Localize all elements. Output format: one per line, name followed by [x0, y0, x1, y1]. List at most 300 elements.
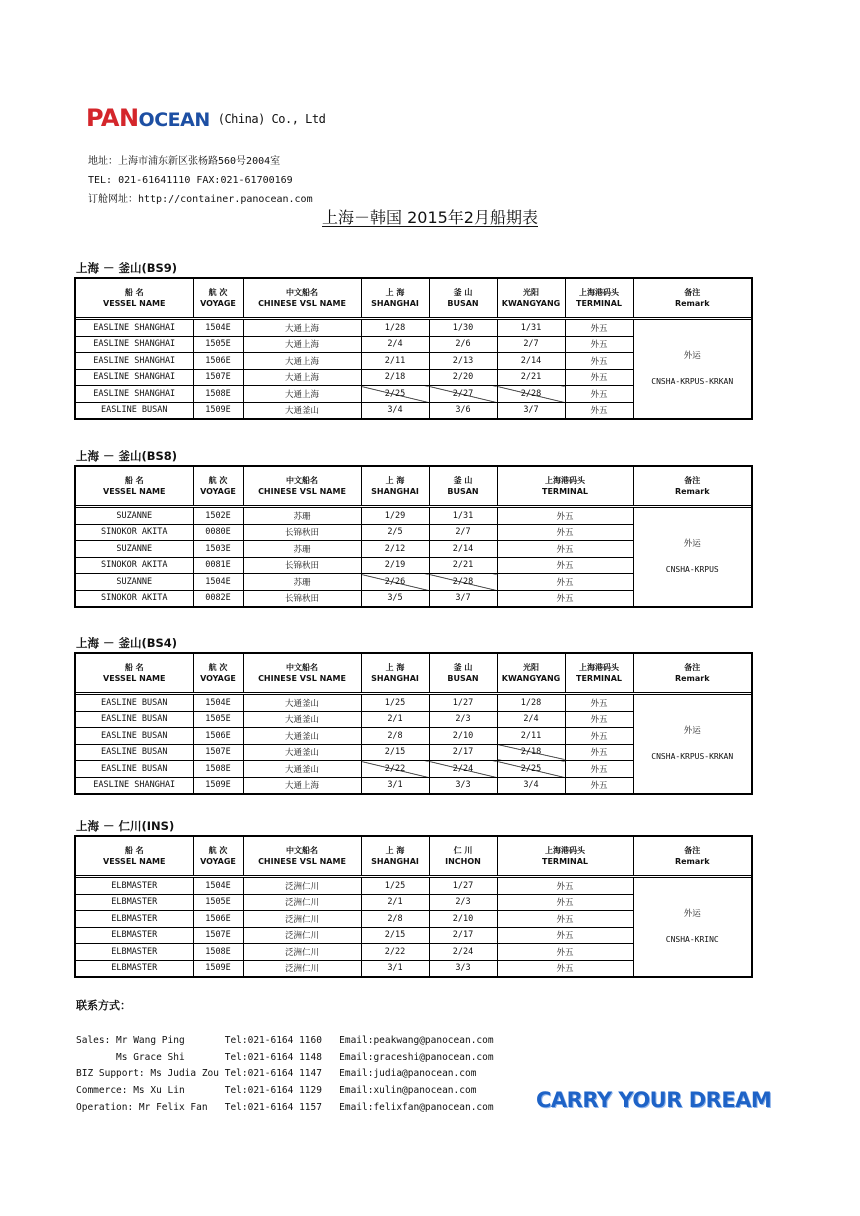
- column-header-en: Remark: [674, 857, 710, 866]
- page-title: 上海－韩国 2015年2月船期表: [322, 208, 538, 227]
- column-header-en: KWANGYANG: [501, 674, 561, 683]
- table-cell: 1504E: [193, 878, 243, 895]
- contact-role: Ms Grace Shi: [76, 1051, 219, 1063]
- table-cell: 外五: [497, 557, 633, 574]
- table-cell: 1506E: [193, 911, 243, 928]
- table-cell: 3/7: [497, 402, 565, 419]
- column-header-en: TERMINAL: [541, 487, 588, 496]
- contact-row: [76, 1033, 494, 1050]
- table-cell: 1504E: [193, 574, 243, 591]
- column-header-cn: 仁 川: [453, 846, 473, 855]
- table-cell: 大通上海: [243, 320, 361, 337]
- table-cell: 外五: [497, 894, 633, 911]
- header-row: [75, 836, 752, 876]
- column-header-cn: 船 名: [124, 846, 144, 855]
- column-header-en: SHANGHAI: [371, 674, 419, 683]
- contact-row: [76, 1083, 494, 1100]
- table-cell: 泛洲仁川: [243, 960, 361, 977]
- column-header: [193, 836, 243, 876]
- column-header-cn: 航 次: [208, 476, 228, 485]
- column-header-en: Remark: [674, 674, 710, 683]
- header-row: [75, 466, 752, 506]
- table-cell: 2/11: [361, 353, 429, 370]
- table-cell: 2/3: [429, 894, 497, 911]
- schedule-table: [74, 652, 753, 795]
- remark-route-code: CNSHA-KRPUS: [665, 565, 719, 574]
- company-logo: [86, 104, 325, 136]
- column-header-en: Remark: [674, 299, 710, 308]
- column-header-en: SHANGHAI: [371, 487, 419, 496]
- table-cell: ELBMASTER: [75, 878, 193, 895]
- table-cell: 大通釜山: [243, 695, 361, 712]
- column-header: [429, 466, 497, 506]
- table-cell: EASLINE SHANGHAI: [75, 369, 193, 386]
- contact-role: Commerce: Ms Xu Lin: [76, 1085, 219, 1097]
- table-cell: 泛洲仁川: [243, 944, 361, 961]
- schedule-table: [74, 465, 753, 608]
- contact-tel: Tel:021-6164 1160: [224, 1035, 322, 1046]
- table-cell: 2/1: [361, 894, 429, 911]
- contact-row: [76, 1050, 494, 1067]
- table-cell: 0080E: [193, 524, 243, 541]
- column-header-cn: 中文船名: [286, 476, 318, 485]
- table-cell: 2/24: [429, 761, 497, 778]
- table-cell: 外五: [497, 944, 633, 961]
- column-header: [361, 278, 429, 318]
- column-header-en: TERMINAL: [541, 857, 588, 866]
- table-cell: ELBMASTER: [75, 944, 193, 961]
- table-cell: 2/22: [361, 944, 429, 961]
- column-header-en: BUSAN: [447, 487, 479, 496]
- table-cell: 2/19: [361, 557, 429, 574]
- table-cell: 外五: [565, 402, 633, 419]
- column-header: [429, 278, 497, 318]
- column-header-cn: 中文船名: [286, 663, 318, 672]
- contact-tel: Tel:021-6164 1148: [224, 1051, 322, 1063]
- contact-row: [76, 1100, 494, 1117]
- table-cell: 外五: [565, 761, 633, 778]
- schedule-table: [74, 835, 753, 978]
- table-cell: 1505E: [193, 894, 243, 911]
- table-cell: 外五: [497, 508, 633, 525]
- table-cell: 1/30: [429, 320, 497, 337]
- table-cell: 泛洲仁川: [243, 894, 361, 911]
- contact-tel: Tel:021-6164 1157: [224, 1101, 322, 1113]
- column-header-en: INCHON: [445, 857, 481, 866]
- table-cell: 外五: [497, 911, 633, 928]
- table-cell: 苏珊: [243, 574, 361, 591]
- table-cell: EASLINE BUSAN: [75, 402, 193, 419]
- table-cell: 1507E: [193, 744, 243, 761]
- column-header-en: VOYAGE: [200, 487, 236, 496]
- column-header-cn: 船 名: [124, 288, 144, 297]
- column-header: [75, 653, 193, 693]
- slogan: CARRY YOUR DREAM: [536, 1088, 772, 1112]
- header-row: [75, 653, 752, 693]
- table-cell: 2/15: [361, 927, 429, 944]
- column-header-cn: 上海港码头: [545, 846, 585, 855]
- column-header-cn: 上 海: [385, 846, 405, 855]
- column-header: [633, 278, 752, 318]
- column-header-en: KWANGYANG: [501, 299, 561, 308]
- table-cell: 外五: [497, 541, 633, 558]
- table-cell: 2/4: [497, 711, 565, 728]
- contact-role: Operation: Mr Felix Fan: [76, 1101, 219, 1113]
- column-header-cn: 上海港码头: [579, 663, 619, 672]
- table-cell: SUZANNE: [75, 574, 193, 591]
- table-cell: 外五: [565, 353, 633, 370]
- table-cell: 2/25: [497, 761, 565, 778]
- column-header-en: Remark: [674, 487, 710, 496]
- table-cell: 大通釜山: [243, 402, 361, 419]
- column-header-cn: 备注: [684, 846, 701, 855]
- contact-email[interactable]: Email:peakwang@panocean.com: [339, 1035, 494, 1046]
- column-header: [243, 653, 361, 693]
- table-cell: EASLINE BUSAN: [75, 728, 193, 745]
- table-cell: 3/4: [361, 402, 429, 419]
- column-header-en: VOYAGE: [200, 299, 236, 308]
- table-cell: 1509E: [193, 777, 243, 794]
- column-header-cn: 中文船名: [286, 846, 318, 855]
- column-header-cn: 备注: [684, 476, 701, 485]
- column-header-en: BUSAN: [447, 674, 479, 683]
- column-header: [633, 653, 752, 693]
- table-cell: 2/28: [429, 574, 497, 591]
- column-header-cn: 上海港码头: [545, 476, 585, 485]
- contact-role: Sales: Mr Wang Ping: [76, 1035, 219, 1046]
- table-cell: 3/5: [361, 590, 429, 607]
- table-cell: 2/10: [429, 911, 497, 928]
- table-cell: 2/17: [429, 744, 497, 761]
- contact-list: [76, 1033, 494, 1117]
- table-row: [75, 695, 752, 712]
- remark-agent: 外运: [683, 726, 701, 736]
- column-header: [243, 278, 361, 318]
- column-header-cn: 上海港码头: [579, 288, 619, 297]
- table-cell: SINOKOR AKITA: [75, 590, 193, 607]
- section-title: 上海 － 仁川(INS): [76, 819, 175, 833]
- table-cell: 1503E: [193, 541, 243, 558]
- table-cell: 1509E: [193, 960, 243, 977]
- table-cell: 1/29: [361, 508, 429, 525]
- section-title: 上海 － 釜山(BS8): [76, 449, 178, 463]
- column-header-en: VOYAGE: [200, 857, 236, 866]
- column-header-cn: 光阳: [523, 288, 539, 297]
- column-header: [497, 466, 633, 506]
- remark-agent: 外运: [683, 539, 701, 549]
- contact-tel: Tel:021-6164 1129: [224, 1085, 322, 1097]
- table-cell: SINOKOR AKITA: [75, 557, 193, 574]
- table-cell: EASLINE SHANGHAI: [75, 353, 193, 370]
- remark-route-code: CNSHA-KRPUS-KRKAN: [651, 752, 734, 761]
- logo-ocean: OCEAN: [138, 109, 210, 131]
- column-header-en: VOYAGE: [200, 674, 236, 683]
- column-header-cn: 釜 山: [453, 476, 473, 485]
- column-header: [633, 836, 752, 876]
- table-cell: 外五: [565, 728, 633, 745]
- table-cell: 2/27: [429, 386, 497, 403]
- website-line: 订舱网址：http://container.panocean.com: [88, 194, 313, 205]
- header-row: [75, 278, 752, 318]
- remark-cell: [633, 695, 752, 795]
- column-header: [193, 466, 243, 506]
- table-cell: 2/28: [497, 386, 565, 403]
- table-cell: 2/3: [429, 711, 497, 728]
- table-cell: 大通上海: [243, 386, 361, 403]
- column-header: [193, 278, 243, 318]
- column-header: [361, 653, 429, 693]
- column-header-en: SHANGHAI: [371, 299, 419, 308]
- table-cell: 大通上海: [243, 777, 361, 794]
- table-cell: 1507E: [193, 369, 243, 386]
- table-cell: 外五: [497, 927, 633, 944]
- column-header-cn: 釜 山: [453, 288, 473, 297]
- table-cell: 2/25: [361, 386, 429, 403]
- column-header: [75, 836, 193, 876]
- remark-route-code: CNSHA-KRINC: [665, 935, 719, 944]
- table-cell: EASLINE BUSAN: [75, 761, 193, 778]
- table-cell: 外五: [497, 524, 633, 541]
- table-cell: EASLINE BUSAN: [75, 711, 193, 728]
- column-header: [361, 466, 429, 506]
- table-cell: 2/14: [429, 541, 497, 558]
- contact-heading: 联系方式：: [76, 999, 131, 1012]
- column-header-cn: 航 次: [208, 663, 228, 672]
- remark-cell: [633, 508, 752, 608]
- table-cell: 外五: [497, 590, 633, 607]
- schedule-table: [74, 277, 753, 420]
- table-cell: SINOKOR AKITA: [75, 524, 193, 541]
- table-cell: EASLINE SHANGHAI: [75, 386, 193, 403]
- table-cell: 1/31: [429, 508, 497, 525]
- contact-email[interactable]: Email:xulin@panocean.com: [339, 1085, 477, 1097]
- column-header-en: CHINESE VSL NAME: [258, 674, 346, 683]
- table-cell: 1506E: [193, 353, 243, 370]
- table-row: [75, 508, 752, 525]
- table-cell: 1506E: [193, 728, 243, 745]
- column-header: [497, 278, 565, 318]
- table-cell: 大通釜山: [243, 711, 361, 728]
- table-cell: 长锦秋田: [243, 590, 361, 607]
- table-cell: 1505E: [193, 711, 243, 728]
- column-header: [633, 466, 752, 506]
- table-cell: SUZANNE: [75, 508, 193, 525]
- column-header: [565, 653, 633, 693]
- table-cell: 2/8: [361, 911, 429, 928]
- table-cell: 2/4: [361, 336, 429, 353]
- column-header-en: CHINESE VSL NAME: [258, 299, 346, 308]
- column-header-en: CHINESE VSL NAME: [258, 857, 346, 866]
- address-line: 地址：上海市浦东新区张杨路560号2004室: [88, 156, 281, 167]
- table-cell: 3/7: [429, 590, 497, 607]
- table-cell: 1504E: [193, 695, 243, 712]
- table-cell: 大通上海: [243, 336, 361, 353]
- column-header-en: VESSEL NAME: [103, 674, 166, 683]
- table-cell: 1508E: [193, 386, 243, 403]
- column-header: [193, 653, 243, 693]
- column-header-en: TERMINAL: [575, 299, 622, 308]
- table-cell: 2/11: [497, 728, 565, 745]
- table-cell: 1505E: [193, 336, 243, 353]
- column-header-cn: 航 次: [208, 846, 228, 855]
- table-cell: 长锦秋田: [243, 524, 361, 541]
- column-header: [361, 836, 429, 876]
- table-cell: 外五: [565, 711, 633, 728]
- table-cell: 2/18: [361, 369, 429, 386]
- column-header-en: CHINESE VSL NAME: [258, 487, 346, 496]
- table-cell: 3/6: [429, 402, 497, 419]
- table-cell: 1/28: [497, 695, 565, 712]
- table-cell: 泛洲仁川: [243, 878, 361, 895]
- table-cell: 外五: [565, 369, 633, 386]
- table-cell: 外五: [497, 960, 633, 977]
- column-header: [75, 278, 193, 318]
- table-cell: ELBMASTER: [75, 911, 193, 928]
- table-cell: 外五: [565, 695, 633, 712]
- column-header-cn: 船 名: [124, 663, 144, 672]
- table-cell: 2/21: [429, 557, 497, 574]
- table-cell: 1/25: [361, 878, 429, 895]
- table-cell: 3/3: [429, 777, 497, 794]
- table-cell: EASLINE SHANGHAI: [75, 336, 193, 353]
- column-header-en: VESSEL NAME: [103, 299, 166, 308]
- table-cell: EASLINE SHANGHAI: [75, 320, 193, 337]
- contact-role: BIZ Support: Ms Judia Zou: [76, 1068, 219, 1080]
- table-cell: 外五: [565, 777, 633, 794]
- table-cell: 外五: [497, 878, 633, 895]
- table-cell: 2/5: [361, 524, 429, 541]
- contact-row: [76, 1066, 494, 1083]
- table-cell: 2/24: [429, 944, 497, 961]
- remark-route-code: CNSHA-KRPUS-KRKAN: [651, 377, 734, 386]
- column-header: [497, 653, 565, 693]
- remark-agent: 外运: [683, 351, 701, 361]
- table-cell: ELBMASTER: [75, 927, 193, 944]
- table-cell: 1/28: [361, 320, 429, 337]
- table-cell: 2/7: [497, 336, 565, 353]
- table-cell: 2/21: [497, 369, 565, 386]
- company-suffix: (China) Co., Ltd: [217, 112, 326, 126]
- table-cell: 1/25: [361, 695, 429, 712]
- column-header: [429, 653, 497, 693]
- table-cell: 2/13: [429, 353, 497, 370]
- table-cell: 2/26: [361, 574, 429, 591]
- table-cell: 1509E: [193, 402, 243, 419]
- column-header-cn: 光阳: [523, 663, 539, 672]
- column-header-cn: 上 海: [385, 663, 405, 672]
- column-header: [243, 466, 361, 506]
- column-header: [75, 466, 193, 506]
- table-cell: 外五: [565, 336, 633, 353]
- table-cell: EASLINE SHANGHAI: [75, 777, 193, 794]
- table-cell: 2/14: [497, 353, 565, 370]
- tel-fax-line: TEL: 021-61641110 FAX:021-61700169: [88, 175, 293, 186]
- remark-cell: [633, 878, 752, 978]
- table-cell: 2/1: [361, 711, 429, 728]
- column-header-en: TERMINAL: [575, 674, 622, 683]
- table-cell: SUZANNE: [75, 541, 193, 558]
- table-cell: 0082E: [193, 590, 243, 607]
- contact-email[interactable]: Email:judia@panocean.com: [339, 1068, 477, 1080]
- table-cell: 外五: [565, 320, 633, 337]
- section-title: 上海 － 釜山(BS9): [76, 261, 178, 275]
- table-cell: 苏珊: [243, 508, 361, 525]
- column-header-cn: 备注: [684, 663, 701, 672]
- table-row: [75, 878, 752, 895]
- remark-cell: [633, 320, 752, 420]
- table-cell: 2/15: [361, 744, 429, 761]
- table-cell: 大通上海: [243, 353, 361, 370]
- contact-info-block: [88, 152, 313, 209]
- table-cell: 1504E: [193, 320, 243, 337]
- table-row: [75, 320, 752, 337]
- table-cell: 1/27: [429, 878, 497, 895]
- table-cell: 外五: [565, 744, 633, 761]
- table-cell: 苏珊: [243, 541, 361, 558]
- contact-email[interactable]: Email:felixfan@panocean.com: [339, 1101, 494, 1113]
- column-header: [497, 836, 633, 876]
- table-cell: 大通釜山: [243, 728, 361, 745]
- table-cell: 3/1: [361, 960, 429, 977]
- column-header-en: VESSEL NAME: [103, 857, 166, 866]
- table-cell: 1508E: [193, 761, 243, 778]
- table-cell: 2/20: [429, 369, 497, 386]
- table-cell: 1/31: [497, 320, 565, 337]
- column-header-cn: 中文船名: [286, 288, 318, 297]
- table-cell: 3/1: [361, 777, 429, 794]
- table-cell: 1502E: [193, 508, 243, 525]
- table-cell: 2/22: [361, 761, 429, 778]
- table-cell: 大通釜山: [243, 744, 361, 761]
- column-header: [565, 278, 633, 318]
- table-cell: 泛洲仁川: [243, 927, 361, 944]
- table-cell: 1508E: [193, 944, 243, 961]
- column-header-cn: 上 海: [385, 476, 405, 485]
- table-cell: 外五: [565, 386, 633, 403]
- column-header-cn: 航 次: [208, 288, 228, 297]
- table-cell: 1/27: [429, 695, 497, 712]
- table-cell: 长锦秋田: [243, 557, 361, 574]
- table-cell: 3/3: [429, 960, 497, 977]
- column-header-cn: 上 海: [385, 288, 405, 297]
- column-header-cn: 备注: [684, 288, 701, 297]
- table-cell: ELBMASTER: [75, 960, 193, 977]
- table-cell: 2/18: [497, 744, 565, 761]
- table-cell: 2/8: [361, 728, 429, 745]
- logo-pan: PAN: [86, 104, 139, 132]
- table-cell: 1507E: [193, 927, 243, 944]
- column-header-en: SHANGHAI: [371, 857, 419, 866]
- column-header-en: VESSEL NAME: [103, 487, 166, 496]
- table-cell: EASLINE BUSAN: [75, 744, 193, 761]
- table-cell: 2/10: [429, 728, 497, 745]
- table-cell: 0081E: [193, 557, 243, 574]
- remark-agent: 外运: [683, 909, 701, 919]
- table-cell: 外五: [497, 574, 633, 591]
- table-cell: 泛洲仁川: [243, 911, 361, 928]
- column-header: [429, 836, 497, 876]
- section-title: 上海 － 釜山(BS4): [76, 636, 178, 650]
- table-cell: 大通釜山: [243, 761, 361, 778]
- column-header-en: BUSAN: [447, 299, 479, 308]
- table-cell: 2/7: [429, 524, 497, 541]
- table-cell: 2/6: [429, 336, 497, 353]
- table-cell: EASLINE BUSAN: [75, 695, 193, 712]
- table-cell: 2/12: [361, 541, 429, 558]
- column-header: [243, 836, 361, 876]
- column-header-cn: 船 名: [124, 476, 144, 485]
- contact-email[interactable]: Email:graceshi@panocean.com: [339, 1051, 494, 1063]
